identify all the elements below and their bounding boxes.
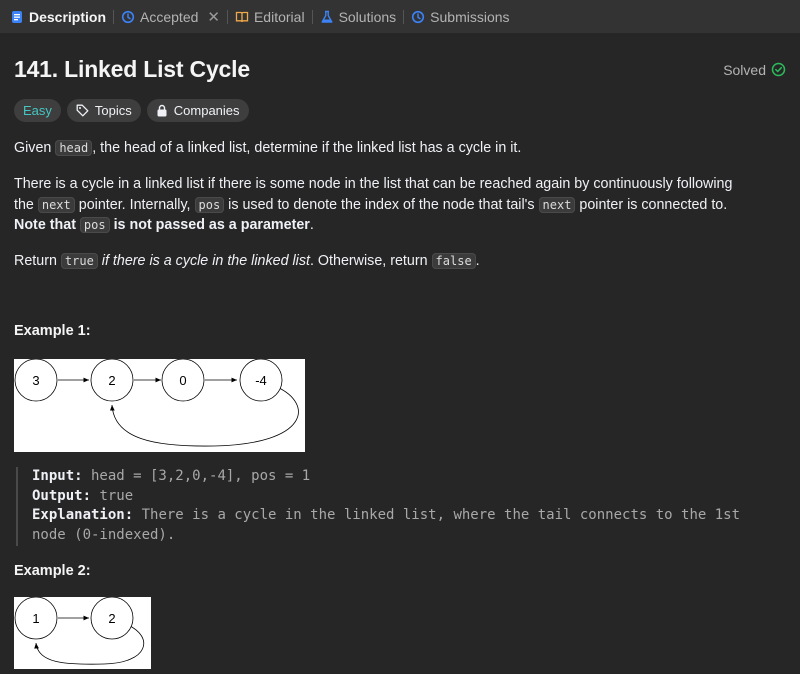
tab-description[interactable] — [10, 0, 106, 33]
text: is used to denote the index of the node that tail's — [224, 196, 539, 213]
example-input — [32, 467, 776, 487]
inline-code: next — [539, 197, 576, 213]
tab-editorial[interactable] — [235, 0, 305, 33]
topics-button[interactable] — [67, 99, 141, 122]
bold-text: is not passed as a parameter — [109, 217, 310, 233]
example-2-heading: Example 2: — [14, 563, 91, 579]
text: . Otherwise, return — [309, 253, 432, 269]
inline-code: false — [432, 253, 476, 269]
solved-label: Solved — [723, 61, 766, 78]
tab-bar — [0, 0, 800, 33]
example-1-io — [16, 467, 776, 546]
italic-text: if there is a cycle in the linked list — [97, 253, 310, 269]
example-output — [32, 487, 776, 507]
tag-icon — [76, 104, 89, 117]
inline-code: next — [38, 197, 75, 213]
example-1-heading: Example 1: — [14, 323, 91, 339]
inline-code: pos — [80, 217, 110, 233]
solved-status — [723, 62, 786, 78]
tab-label: Solutions — [338, 8, 397, 25]
book-icon — [235, 10, 249, 24]
topics-label: Topics — [94, 103, 132, 118]
tab-divider — [312, 10, 313, 24]
description-paragraph-2 — [14, 174, 739, 236]
node-value: 2 — [108, 373, 116, 388]
text: . — [475, 253, 480, 269]
label: Explanation: — [32, 507, 134, 523]
close-icon[interactable]: ✕ — [207, 8, 220, 26]
description-icon — [10, 10, 24, 24]
title-row — [14, 56, 786, 83]
value: true — [91, 487, 134, 504]
node-value: 0 — [179, 373, 187, 388]
label: Output: — [32, 487, 92, 504]
lock-icon — [156, 104, 168, 117]
tab-submissions[interactable] — [411, 0, 509, 33]
example-2-diagram — [14, 597, 151, 669]
node-value: 2 — [108, 611, 116, 626]
tab-solutions[interactable] — [320, 0, 397, 33]
text: Return — [14, 253, 61, 269]
inline-code: true — [61, 253, 98, 269]
text: pointer. Internally, — [74, 196, 195, 213]
tag-badges — [14, 99, 255, 122]
tab-label: Editorial — [253, 8, 305, 25]
bold-text: Note that — [14, 217, 80, 233]
value: head = [3,2,0,-4], pos = 1 — [82, 468, 311, 484]
text: . — [309, 217, 314, 233]
example-explanation — [32, 506, 776, 545]
inline-code: pos — [195, 197, 225, 213]
companies-label: Companies — [173, 103, 240, 118]
description-paragraph-3 — [14, 251, 784, 272]
node-value: 3 — [32, 373, 40, 388]
node-value: -4 — [255, 373, 267, 388]
text: Given — [14, 140, 56, 156]
tab-label: Description — [29, 8, 107, 25]
difficulty-badge[interactable]: Easy — [14, 99, 61, 122]
tab-divider — [403, 10, 404, 24]
example-1-diagram — [14, 359, 305, 452]
label: Input: — [32, 468, 83, 484]
tab-accepted[interactable] — [121, 0, 220, 33]
tab-divider — [227, 10, 228, 24]
text: , the head of a linked list, determine if the linked list has a cycle in it. — [92, 140, 522, 156]
inline-code: head — [55, 140, 92, 156]
history-icon — [121, 10, 135, 24]
node-value: 1 — [32, 611, 40, 626]
check-circle-icon — [771, 62, 786, 77]
text: There is a cycle in a linked list if there is some node in the list that can be reached again by continuously following the — [14, 176, 733, 213]
history-icon — [411, 10, 425, 24]
problem-title[interactable]: 141. Linked List Cycle — [14, 56, 250, 82]
linked-list-diagram — [14, 597, 151, 669]
linked-list-diagram — [14, 359, 305, 452]
tab-label: Accepted — [140, 8, 199, 25]
description-paragraph-1 — [14, 138, 784, 159]
text: pointer is connected to. — [575, 196, 728, 213]
value: There is a cycle in the linked list, where the tail connects to the 1st node (0-indexed). — [32, 507, 741, 543]
tab-divider — [113, 10, 114, 24]
companies-button[interactable] — [147, 99, 249, 122]
tab-label: Submissions — [430, 8, 510, 25]
flask-icon — [320, 10, 334, 24]
